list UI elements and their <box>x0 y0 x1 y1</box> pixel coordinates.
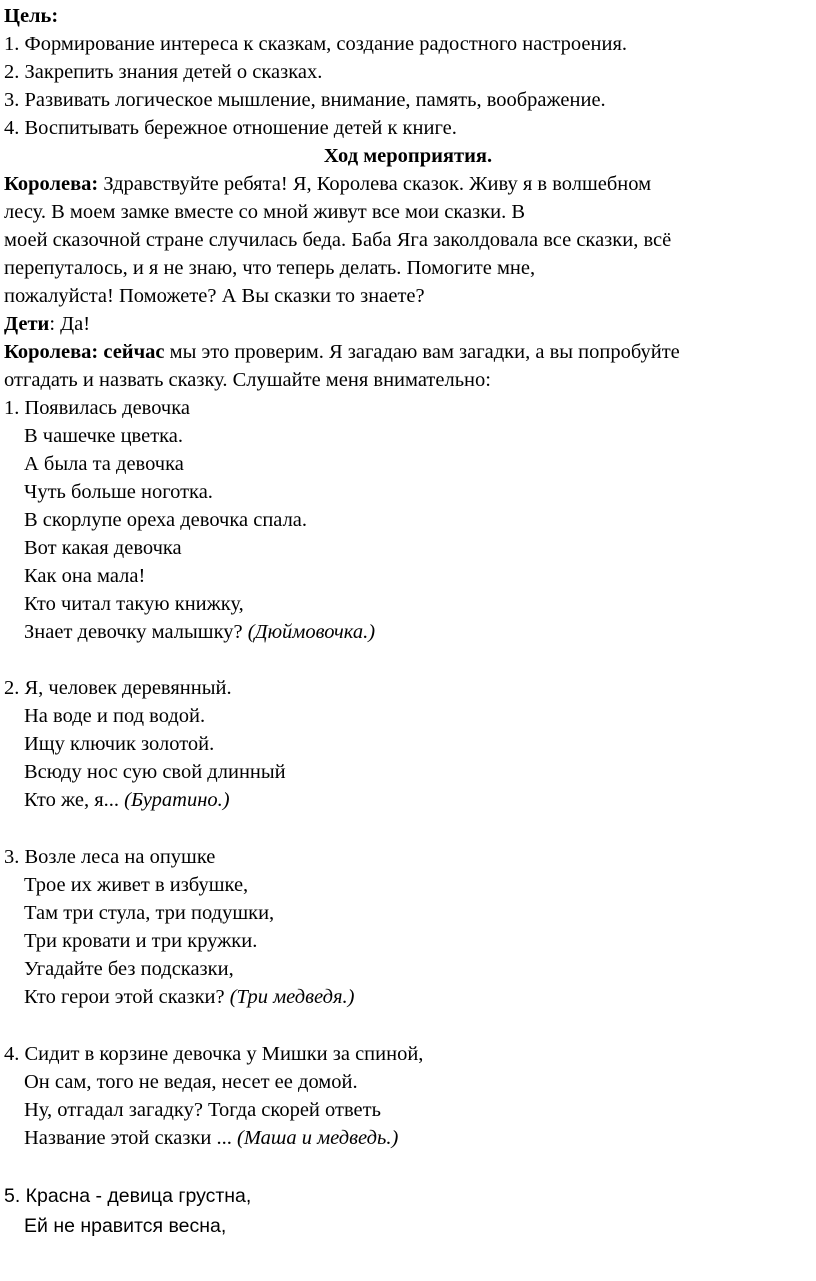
queen-speech-line: перепуталось, и я не знаю, что теперь делать. Помогите мне, <box>4 257 536 279</box>
riddle-line: Ну, отгадал загадку? Тогда скорей ответь <box>24 1099 381 1121</box>
riddle-line: На воде и под водой. <box>24 705 206 727</box>
riddle-answer: (Маша и медведь.) <box>237 1127 399 1149</box>
riddle-line: Угадайте без подсказки, <box>24 958 234 980</box>
riddle-line: Ищу ключик золотой. <box>24 733 215 755</box>
progress-heading: Ход мероприятия. <box>323 145 493 167</box>
riddle-answer: (Три медведя.) <box>229 986 355 1008</box>
goal-item: 3. Развивать логическое мышление, внимание, память, воображение. <box>4 89 606 111</box>
queen-speech-line: лесу. В моем замке вместе со мной живут все мои сказки. В <box>4 201 526 223</box>
riddle-line: Трое их живет в избушке, <box>24 874 249 896</box>
riddle-line: Чуть больше ноготка. <box>24 481 213 503</box>
riddle-line: Кто читал такую книжку, <box>24 593 244 615</box>
riddle-line: Три кровати и три кружки. <box>24 930 258 952</box>
riddle-line: Как она мала! <box>24 565 146 587</box>
riddle-line: В чашечке цветка. <box>24 425 184 447</box>
riddle-line: Знает девочку малышку? (Дюймовочка.) <box>24 621 376 643</box>
riddle-line: Всюду нос сую свой длинный <box>24 761 286 783</box>
riddle-line: А была та девочка <box>24 453 184 475</box>
riddle-line: Там три стула, три подушки, <box>24 902 275 924</box>
goal-item: 1. Формирование интереса к сказкам, создание радостного настроения. <box>4 33 628 55</box>
queen-speech-line: Королева: Здравствуйте ребята! Я, Королева сказок. Живу я в волшебном <box>4 173 652 195</box>
riddle-line: Кто герои этой сказки? (Три медведя.) <box>24 986 355 1008</box>
riddle-line: 3. Возле леса на опушке <box>4 846 216 868</box>
riddle-line: Название этой сказки ... (Маша и медведь.) <box>24 1127 399 1149</box>
riddle-line: 4. Сидит в корзине девочка у Мишки за спиной, <box>4 1043 424 1065</box>
riddle-line: Он сам, того не ведая, несет ее домой. <box>24 1071 358 1093</box>
goal-item: 4. Воспитывать бережное отношение детей к книге. <box>4 117 457 139</box>
riddle-line: Вот какая девочка <box>24 537 182 559</box>
riddle-answer: (Буратино.) <box>124 789 230 811</box>
riddle-line: 1. Появилась девочка <box>4 397 190 419</box>
queen-speech-line: моей сказочной стране случилась беда. Баба Яга заколдовала все сказки, всё <box>4 229 672 251</box>
riddle-line: 2. Я, человек деревянный. <box>4 677 232 699</box>
riddle-line: 5. Красна - девица грустна, <box>4 1185 252 1207</box>
riddle-answer: (Дюймовочка.) <box>247 621 376 643</box>
goal-heading: Цель: <box>4 5 59 27</box>
riddle-line: Кто же, я... (Буратино.) <box>24 789 230 811</box>
queen-speech-line: отгадать и назвать сказку. Слушайте меня внимательно: <box>4 369 491 391</box>
riddle-line: В скорлупе ореха девочка спала. <box>24 509 308 531</box>
children-speech-line: Дети: Да! <box>4 313 91 335</box>
queen-speech-line: Королева: сейчас мы это проверим. Я загадаю вам загадки, а вы попробуйте <box>4 341 680 363</box>
queen-speech-line: пожалуйста! Поможете? А Вы сказки то знаете? <box>4 285 425 307</box>
goal-item: 2. Закрепить знания детей о сказках. <box>4 61 323 83</box>
riddle-line: Ей не нравится весна, <box>24 1215 227 1237</box>
